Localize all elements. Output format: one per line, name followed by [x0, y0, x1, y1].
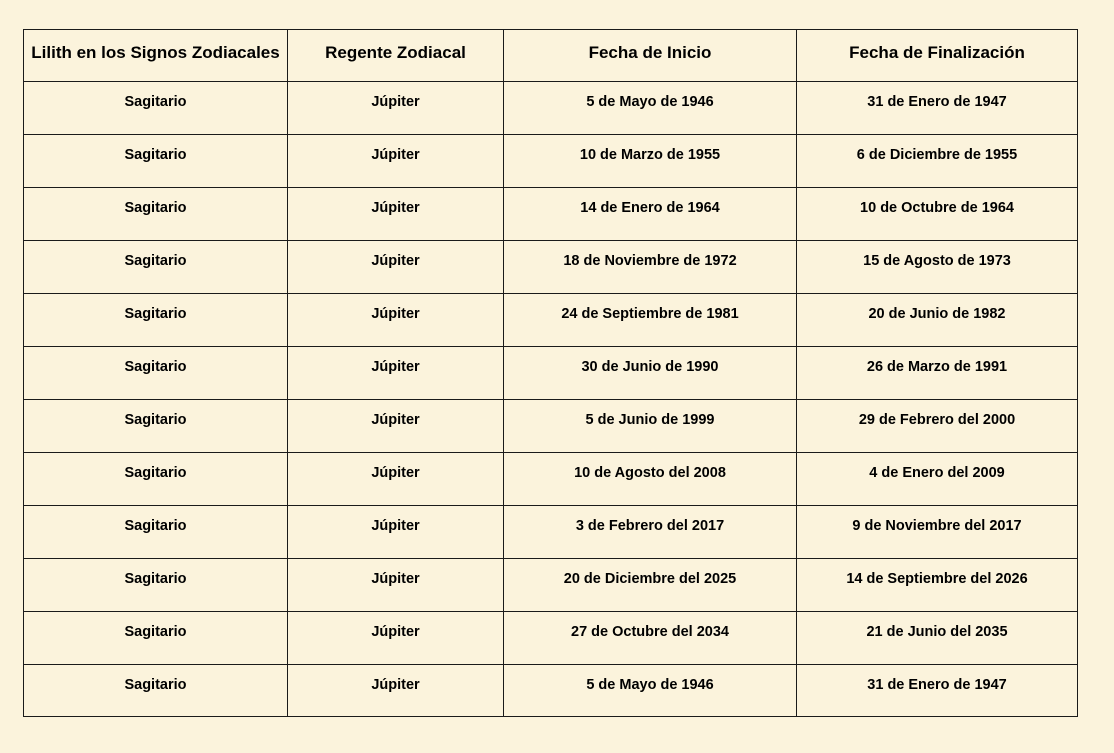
cell-end-date: 10 de Octubre de 1964	[797, 188, 1078, 241]
cell-sign: Sagitario	[24, 559, 288, 612]
table-row	[24, 294, 1078, 347]
cell-ruler: Júpiter	[288, 294, 504, 347]
cell-start-date: 5 de Junio de 1999	[504, 400, 797, 453]
cell-ruler: Júpiter	[288, 188, 504, 241]
cell-sign: Sagitario	[24, 347, 288, 400]
cell-end-date: 15 de Agosto de 1973	[797, 241, 1078, 294]
header-sign: Lilith en los Signos Zodiacales	[24, 30, 288, 82]
cell-sign: Sagitario	[24, 188, 288, 241]
table-row	[24, 82, 1078, 135]
table-header	[24, 30, 1078, 82]
cell-end-date: 31 de Enero de 1947	[797, 82, 1078, 135]
cell-ruler: Júpiter	[288, 82, 504, 135]
cell-end-date: 9 de Noviembre del 2017	[797, 506, 1078, 559]
table-row	[24, 453, 1078, 506]
table-body	[24, 82, 1078, 717]
cell-start-date: 14 de Enero de 1964	[504, 188, 797, 241]
cell-start-date: 5 de Mayo de 1946	[504, 665, 797, 717]
cell-end-date: 6 de Diciembre de 1955	[797, 135, 1078, 188]
cell-ruler: Júpiter	[288, 241, 504, 294]
cell-sign: Sagitario	[24, 135, 288, 188]
table-row	[24, 665, 1078, 717]
header-start-date: Fecha de Inicio	[504, 30, 797, 82]
cell-sign: Sagitario	[24, 453, 288, 506]
cell-end-date: 29 de Febrero del 2000	[797, 400, 1078, 453]
table-row	[24, 188, 1078, 241]
cell-start-date: 27 de Octubre del 2034	[504, 612, 797, 665]
cell-end-date: 20 de Junio de 1982	[797, 294, 1078, 347]
table-row	[24, 506, 1078, 559]
cell-sign: Sagitario	[24, 294, 288, 347]
cell-ruler: Júpiter	[288, 135, 504, 188]
cell-sign: Sagitario	[24, 612, 288, 665]
cell-end-date: 4 de Enero del 2009	[797, 453, 1078, 506]
cell-ruler: Júpiter	[288, 400, 504, 453]
table-row	[24, 400, 1078, 453]
cell-sign: Sagitario	[24, 82, 288, 135]
cell-end-date: 21 de Junio del 2035	[797, 612, 1078, 665]
cell-ruler: Júpiter	[288, 506, 504, 559]
table-row	[24, 559, 1078, 612]
table-row	[24, 612, 1078, 665]
cell-ruler: Júpiter	[288, 665, 504, 717]
cell-ruler: Júpiter	[288, 559, 504, 612]
cell-start-date: 5 de Mayo de 1946	[504, 82, 797, 135]
cell-end-date: 14 de Septiembre del 2026	[797, 559, 1078, 612]
cell-sign: Sagitario	[24, 665, 288, 717]
cell-start-date: 30 de Junio de 1990	[504, 347, 797, 400]
cell-sign: Sagitario	[24, 400, 288, 453]
lilith-sagitario-table	[23, 29, 1078, 717]
cell-sign: Sagitario	[24, 241, 288, 294]
cell-start-date: 24 de Septiembre de 1981	[504, 294, 797, 347]
table-row	[24, 241, 1078, 294]
cell-end-date: 26 de Marzo de 1991	[797, 347, 1078, 400]
header-ruler: Regente Zodiacal	[288, 30, 504, 82]
cell-start-date: 10 de Agosto del 2008	[504, 453, 797, 506]
cell-ruler: Júpiter	[288, 612, 504, 665]
cell-sign: Sagitario	[24, 506, 288, 559]
cell-ruler: Júpiter	[288, 453, 504, 506]
cell-start-date: 10 de Marzo de 1955	[504, 135, 797, 188]
table-row	[24, 347, 1078, 400]
cell-start-date: 20 de Diciembre del 2025	[504, 559, 797, 612]
cell-start-date: 18 de Noviembre de 1972	[504, 241, 797, 294]
cell-end-date: 31 de Enero de 1947	[797, 665, 1078, 717]
cell-ruler: Júpiter	[288, 347, 504, 400]
header-end-date: Fecha de Finalización	[797, 30, 1078, 82]
table-row	[24, 135, 1078, 188]
cell-start-date: 3 de Febrero del 2017	[504, 506, 797, 559]
header-row	[24, 30, 1078, 82]
table-container	[23, 29, 1077, 717]
